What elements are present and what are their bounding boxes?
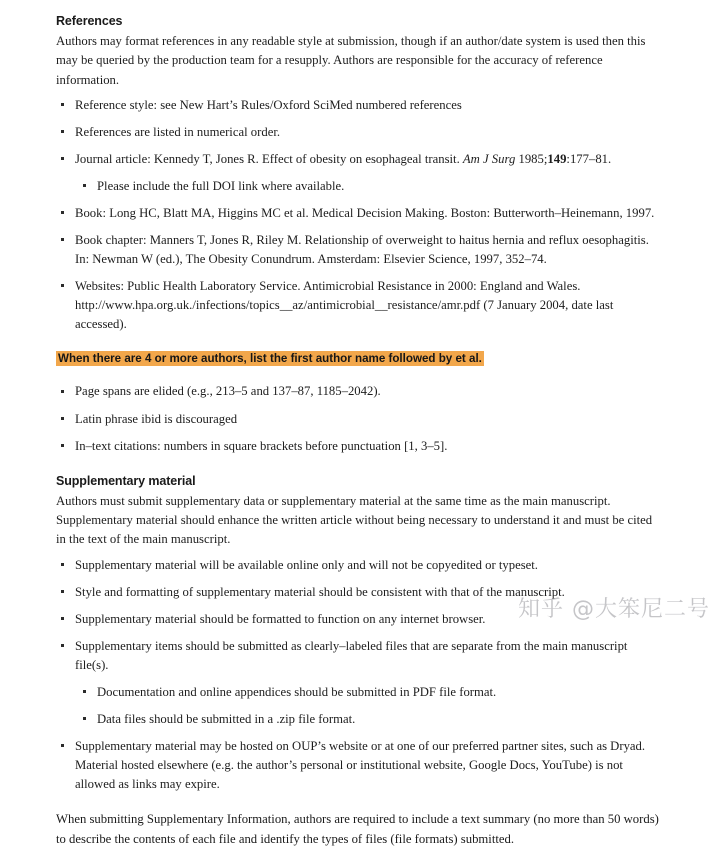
list-item-text: Book: Long HC, Blatt MA, Higgins MC et al. Medical Decision Making. Boston: Butterworth–Heinemann, 1997. bbox=[75, 206, 655, 221]
journal-citation-year: 1985; bbox=[515, 152, 548, 167]
bullet-point-icon bbox=[61, 590, 64, 593]
bullet-point-icon bbox=[83, 184, 86, 187]
list-item-text: Page spans are elided (e.g., 213–5 and 137–87, 1185–2042). bbox=[75, 384, 381, 399]
bullet-point-icon bbox=[61, 390, 64, 393]
journal-citation-volume: 149 bbox=[547, 152, 567, 167]
bullet-point-icon bbox=[61, 211, 64, 214]
supplementary-closing-paragraph: When submitting Supplementary Information, authors are required to include a text summary (no more than 50 words) to describe the contents of each file and identify the types of files (file formats) submitted. bbox=[56, 812, 659, 846]
list-item bbox=[56, 123, 664, 142]
list-item bbox=[56, 556, 664, 575]
list-item-hosting bbox=[56, 737, 664, 794]
list-item-text: Supplementary material will be available online only and will not be copyedited or typeset. bbox=[75, 557, 538, 572]
supplementary-intro-paragraph: Authors must submit supplementary data or supplementary material at the same time as the main manuscript. Supplementary material should enhance the written article without being necessary to understand it and must be cited in the text of the main manuscript. bbox=[56, 493, 653, 547]
sub-list-item bbox=[75, 710, 664, 729]
supplementary-bullet-list bbox=[56, 556, 664, 794]
list-item bbox=[56, 437, 664, 456]
bullet-point-icon bbox=[61, 130, 64, 133]
bullet-point-icon bbox=[83, 717, 86, 720]
references-bullet-list-bottom bbox=[56, 382, 664, 455]
list-item bbox=[56, 382, 664, 401]
list-item-journal-article bbox=[56, 150, 664, 196]
bullet-point-icon bbox=[61, 444, 64, 447]
references-intro-paragraph: Authors may format references in any readable style at submission, though if an author/date system is used then this may be queried by the production team for a resupply. Authors are responsible for the accuracy of reference information. bbox=[56, 34, 646, 87]
bullet-point-icon bbox=[61, 744, 64, 747]
list-item-text: Latin phrase ibid is discouraged bbox=[75, 411, 238, 426]
bullet-point-icon bbox=[61, 103, 64, 106]
supplementary-sub-list bbox=[75, 683, 664, 729]
bullet-point-icon bbox=[61, 644, 64, 647]
highlighted-note-row bbox=[56, 346, 664, 370]
list-item bbox=[56, 637, 664, 729]
list-item-text: Book chapter: Manners T, Jones R, Riley M. Relationship of overweight to haitus hernia and reflux oesophagitis. In: Newman W (ed.), The Obesity Conundrum. Amsterdam: Elsevier Science, 1997, 352–74. bbox=[75, 233, 649, 267]
list-item-text: Websites: Public Health Laboratory Service. Antimicrobial Resistance in 2000: England and Wales. http://www.hpa.org.uk./infections/topics__az/antimicrobial__resistance/amr.pdf (7 January 2004, date last accessed). bbox=[75, 279, 614, 332]
list-item-websites bbox=[56, 277, 664, 334]
section-heading-references: References bbox=[56, 14, 123, 28]
bullet-point-icon bbox=[83, 690, 86, 693]
list-item-text: References are listed in numerical order. bbox=[75, 125, 281, 140]
section-heading-supplementary-material: Supplementary material bbox=[56, 473, 196, 488]
list-item-book-chapter bbox=[56, 231, 664, 269]
list-item bbox=[56, 610, 664, 629]
list-item-text: Supplementary material should be formatted to function on any internet browser. bbox=[75, 611, 486, 626]
bullet-point-icon bbox=[61, 417, 64, 420]
list-item bbox=[56, 583, 664, 602]
list-item bbox=[56, 96, 664, 115]
references-bullet-list-top bbox=[56, 96, 664, 334]
list-item-text: In–text citations: numbers in square brackets before punctuation [1, 3–5]. bbox=[75, 438, 448, 453]
sub-list-item-text: Data files should be submitted in a .zip file format. bbox=[97, 711, 356, 726]
list-item-book bbox=[56, 204, 664, 223]
list-item bbox=[56, 410, 664, 429]
sub-list-item-text: Documentation and online appendices should be submitted in PDF file format. bbox=[97, 684, 497, 699]
journal-article-sub-list bbox=[75, 177, 664, 196]
sub-list-item bbox=[75, 177, 664, 196]
sub-list-item bbox=[75, 683, 664, 702]
journal-citation-title: Am J Surg bbox=[462, 152, 516, 167]
list-item-text: Reference style: see New Hart’s Rules/Oxford SciMed numbered references bbox=[75, 98, 462, 113]
bullet-point-icon bbox=[61, 284, 64, 287]
bullet-point-icon bbox=[61, 617, 64, 620]
highlighted-note-text: When there are 4 or more authors, list the first author name followed by et al. bbox=[58, 352, 482, 366]
list-item-text: Supplementary items should be submitted as clearly–labeled files that are separate from the main manuscript file(s). bbox=[75, 638, 628, 672]
list-item-text: Supplementary material may be hosted on OUP’s website or at one of our preferred partner sites, such as Dryad. Material hosted elsewhere (e.g. the author’s personal or institutional website, Google Docs, YouTube) is not allowed as links may expire. bbox=[75, 738, 646, 792]
bullet-point-icon bbox=[61, 157, 64, 160]
sub-list-item-text: Please include the full DOI link where available. bbox=[97, 179, 345, 194]
journal-citation-pages: :177–81. bbox=[566, 152, 612, 167]
zhihu-watermark: 知乎 @大笨尼二号 bbox=[518, 597, 710, 622]
list-item-text: Style and formatting of supplementary material should be consistent with that of the manuscript. bbox=[75, 584, 565, 599]
bullet-point-icon bbox=[61, 563, 64, 566]
journal-citation-lead: Journal article: Kennedy T, Jones R. Effect of obesity on esophageal transit. bbox=[75, 152, 463, 167]
bullet-point-icon bbox=[61, 238, 64, 241]
